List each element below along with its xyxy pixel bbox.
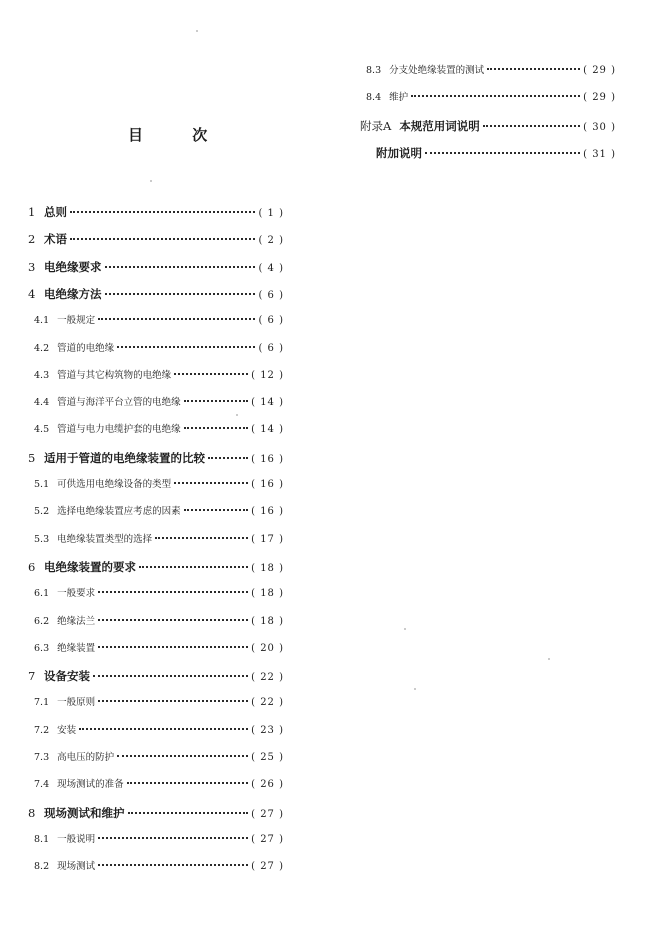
toc-entry-number: 4.2 — [34, 342, 50, 354]
toc-entry[interactable] — [28, 587, 284, 601]
toc-entry-label: 电绝缘要求 — [44, 259, 102, 274]
toc-entry-label: 维护 — [389, 92, 409, 104]
toc-entry-label: 绝缘装置 — [57, 642, 96, 654]
dot-leader — [411, 94, 580, 97]
toc-entry[interactable] — [360, 146, 616, 162]
toc-entry-page: ( 4 ) — [258, 262, 284, 274]
toc-entry-number: 8.3 — [366, 65, 382, 76]
toc-entry[interactable] — [28, 560, 284, 576]
toc-entry-page: ( 6 ) — [258, 289, 284, 301]
toc-entry[interactable] — [28, 287, 284, 303]
toc-entry-number: 6.2 — [34, 615, 50, 627]
toc-entry[interactable] — [28, 642, 284, 656]
toc-entry-label: 附加说明 — [376, 145, 422, 160]
toc-entry-label: 可供选用电绝缘设备的类型 — [57, 479, 172, 490]
toc-entry[interactable] — [28, 724, 284, 738]
toc-entry-page: ( 29 ) — [583, 92, 616, 104]
toc-entry-number: 6.3 — [34, 642, 50, 654]
toc-entry[interactable] — [360, 119, 616, 135]
toc-entry-page: ( 16 ) — [251, 453, 284, 465]
toc-entry[interactable] — [28, 860, 284, 874]
toc-entry[interactable] — [28, 806, 284, 822]
toc-entry[interactable] — [360, 91, 616, 105]
toc-entry-page: ( 31 ) — [583, 148, 616, 160]
dot-leader — [184, 508, 248, 511]
toc-entry-number: 4 — [28, 286, 36, 301]
toc-entry-page: ( 30 ) — [583, 121, 616, 133]
toc-entry[interactable] — [28, 778, 284, 792]
toc-entry-page: ( 14 ) — [251, 397, 284, 409]
toc-entry-page: ( 20 ) — [251, 642, 284, 654]
dot-leader — [79, 727, 248, 730]
dot-leader — [483, 124, 580, 127]
toc-entry-label: 现场测试的准备 — [57, 779, 124, 791]
toc-entry-label: 一般说明 — [57, 833, 96, 845]
toc-entry-page: ( 27 ) — [251, 861, 284, 873]
toc-entry-number: 1 — [28, 205, 36, 219]
toc-entry-page: ( 6 ) — [258, 342, 284, 354]
toc-entry-number: 8.4 — [366, 92, 382, 104]
toc-entry-label: 电绝缘装置的要求 — [44, 559, 136, 574]
toc-entry-number: 4.4 — [34, 397, 50, 409]
dot-leader — [98, 590, 248, 593]
toc-entry-label: 本规范用词说明 — [399, 118, 480, 133]
toc-entry-page: ( 25 ) — [251, 752, 284, 763]
toc-entry-label: 高电压的防护 — [57, 752, 115, 763]
dot-leader — [98, 699, 248, 702]
toc-entry-label: 安装 — [57, 724, 77, 736]
toc-entry[interactable] — [28, 451, 284, 467]
toc-entry[interactable] — [28, 205, 284, 221]
toc-entry-label: 现场测试 — [57, 861, 96, 873]
toc-entry-label: 适用于管道的电绝缘装置的比较 — [44, 450, 205, 465]
toc-entry[interactable] — [28, 696, 284, 710]
toc-entry-number: 8.2 — [34, 861, 50, 873]
toc-entry[interactable] — [28, 533, 284, 547]
toc-entry[interactable] — [28, 396, 284, 410]
toc-entry-label: 绝缘法兰 — [57, 615, 96, 627]
toc-entry[interactable] — [28, 505, 284, 519]
toc-entry[interactable] — [28, 260, 284, 276]
toc-entry-number: 3 — [28, 259, 36, 274]
dot-leader — [70, 210, 255, 213]
dot-leader — [184, 426, 248, 429]
toc-entry-page: ( 18 ) — [251, 588, 284, 600]
toc-entry-label: 电绝缘方法 — [44, 286, 102, 301]
toc-entry-number: 4.5 — [34, 424, 50, 436]
toc-entry-page: ( 22 ) — [251, 672, 284, 684]
dot-leader — [105, 292, 256, 295]
toc-entry-number: 7.2 — [34, 724, 50, 736]
dot-leader — [93, 674, 248, 677]
toc-entry-page: ( 18 ) — [251, 562, 284, 574]
toc-entry-page: ( 1 ) — [258, 208, 284, 219]
toc-entry-number: 7.3 — [34, 752, 50, 763]
toc-entry-label: 一般规定 — [57, 315, 96, 327]
toc-entry[interactable] — [28, 342, 284, 356]
toc-entry[interactable] — [28, 314, 284, 328]
toc-entry-number: 4.1 — [34, 315, 50, 327]
dot-leader — [128, 811, 249, 814]
toc-entry-page: ( 23 ) — [251, 724, 284, 736]
dot-leader — [70, 237, 255, 240]
toc-entry-number: 5 — [28, 450, 36, 465]
toc-entry-number: 4.3 — [34, 369, 50, 381]
dot-leader — [98, 645, 248, 648]
toc-entry-label: 管道的电绝缘 — [57, 342, 115, 354]
dot-leader — [139, 565, 248, 568]
toc-entry-label: 分支处绝缘装置的测试 — [389, 65, 485, 76]
toc-entry[interactable] — [28, 833, 284, 847]
dot-leader — [105, 265, 256, 268]
dot-leader — [117, 345, 255, 348]
toc-entry[interactable] — [28, 751, 284, 765]
toc-entry-label: 管道与其它构筑物的电绝缘 — [57, 369, 172, 381]
toc-entry-label: 术语 — [44, 232, 67, 247]
toc-entry[interactable] — [360, 64, 616, 78]
toc-entry-label: 一般要求 — [57, 588, 96, 600]
toc-entry-number: 7 — [28, 669, 36, 684]
dot-leader — [98, 618, 248, 621]
dot-leader — [98, 863, 248, 866]
toc-entry-page: ( 27 ) — [251, 808, 284, 820]
dot-leader — [174, 372, 248, 375]
toc-entry-page: ( 16 ) — [251, 479, 284, 490]
dot-leader — [425, 151, 580, 154]
dot-leader — [117, 754, 248, 757]
dot-leader — [487, 67, 580, 70]
toc-entry-number: 5.1 — [34, 479, 50, 490]
toc-entry-number: 6.1 — [34, 588, 50, 600]
toc-entry-number: 附录A — [360, 118, 392, 133]
toc-entry-label: 管道与电力电缆护套的电绝缘 — [57, 424, 181, 436]
toc-entry[interactable] — [28, 232, 284, 248]
toc-entry-label: 管道与海洋平台立管的电绝缘 — [57, 397, 181, 409]
toc-entry-label: 总则 — [44, 205, 67, 219]
toc-entry-page: ( 14 ) — [251, 424, 284, 436]
toc-entry-label: 设备安装 — [44, 669, 90, 684]
toc-entry-label: 一般原则 — [57, 697, 96, 709]
toc-entry-number: 8 — [28, 805, 36, 820]
dot-leader — [208, 456, 248, 459]
toc-entry-page: ( 16 ) — [251, 506, 284, 518]
toc-entry[interactable] — [28, 615, 284, 629]
toc-entry-page: ( 12 ) — [251, 369, 284, 381]
dot-leader — [155, 536, 248, 539]
toc-entry-number: 5.2 — [34, 506, 50, 518]
toc-entry-page: ( 26 ) — [251, 779, 284, 791]
dot-leader — [184, 399, 248, 402]
toc-entry-number: 5.3 — [34, 533, 50, 545]
dot-leader — [98, 317, 255, 320]
toc-entry[interactable] — [28, 423, 284, 437]
toc-entry-number: 2 — [28, 232, 36, 247]
toc-entry[interactable] — [28, 478, 284, 492]
toc-entry-number: 8.1 — [34, 833, 50, 845]
toc-entry-page: ( 17 ) — [251, 533, 284, 545]
dot-leader — [127, 781, 248, 784]
dot-leader — [174, 481, 248, 484]
toc-entry-page: ( 2 ) — [258, 235, 284, 247]
toc-entry-label: 现场测试和维护 — [44, 805, 125, 820]
toc-entry[interactable] — [28, 669, 284, 685]
toc-entry-number: 7.1 — [34, 697, 50, 709]
toc-entry-page: ( 27 ) — [251, 833, 284, 845]
page-title: 目 次 — [128, 126, 230, 144]
toc-entry-label: 电绝缘装置类型的选择 — [57, 533, 153, 545]
toc-entry[interactable] — [28, 369, 284, 383]
toc-entry-page: ( 6 ) — [258, 315, 284, 327]
toc-entry-page: ( 29 ) — [583, 65, 616, 76]
dot-leader — [98, 836, 248, 839]
toc-entry-number: 7.4 — [34, 779, 50, 791]
toc-entry-label: 选择电绝缘装置应考虑的因素 — [57, 506, 181, 518]
toc-entry-number: 6 — [28, 559, 36, 574]
toc-entry-page: ( 22 ) — [251, 697, 284, 709]
toc-entry-page: ( 18 ) — [251, 615, 284, 627]
